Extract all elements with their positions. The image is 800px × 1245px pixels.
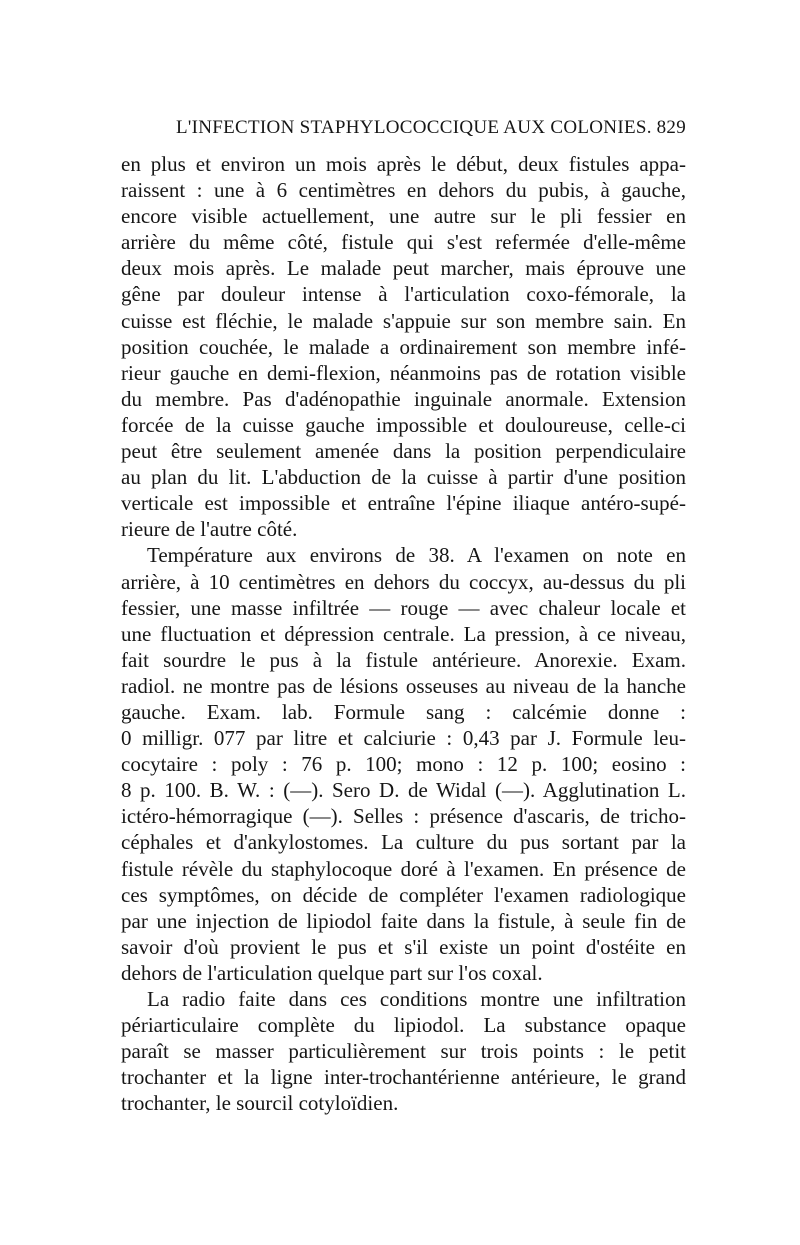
text-line: au plan du lit. L'abduction de la cuisse à partir d'une position	[121, 465, 686, 490]
running-title: L'INFECTION STAPHYLOCOCCIQUE AUX COLONIES.	[176, 117, 652, 138]
text-line: 0 milligr. 077 par litre et calciurie : 0,43 par J. Formule leu-	[121, 726, 686, 751]
text-line: fait sourdre le pus à la fistule antérieure. Anorexie. Exam.	[121, 647, 686, 672]
text-line: fessier, une masse infiltrée — rouge — avec chaleur locale et	[121, 595, 686, 620]
text-line: gauche. Exam. lab. Formule sang : calcémie donne :	[121, 699, 686, 724]
text-line: arrière, à 10 centimètres en dehors du coccyx, au-dessus du pli	[121, 569, 686, 594]
paragraph-3	[121, 986, 686, 1116]
text-line: dehors de l'articulation quelque part sur l'os coxal.	[121, 960, 543, 985]
text-line: trochanter, le sourcil cotyloïdien.	[121, 1091, 399, 1116]
text-line: rieure de l'autre côté.	[121, 517, 298, 542]
text-line: La radio faite dans ces conditions montre une infiltration	[147, 987, 686, 1011]
text-line: savoir d'où provient le pus et s'il existe un point d'ostéite en	[121, 934, 686, 959]
text-line: par une injection de lipiodol faite dans la fistule, à seule fin de	[121, 908, 686, 933]
text-line: position couchée, le malade a ordinairement son membre infé-	[121, 334, 686, 359]
text-line: une fluctuation et dépression centrale. La pression, à ce niveau,	[121, 621, 686, 646]
text-line: peut être seulement amenée dans la position perpendiculaire	[121, 439, 686, 464]
text-line: en plus et environ un mois après le début, deux fistules appa-	[121, 152, 686, 176]
text-line: gêne par douleur intense à l'articulation coxo-fémorale, la	[121, 282, 686, 307]
paragraph-1	[121, 151, 686, 542]
paragraph-2	[121, 542, 686, 986]
text-line: cocytaire : poly : 76 p. 100; mono : 12 p. 100; eosino :	[121, 752, 686, 777]
text-line: radiol. ne montre pas de lésions osseuses au niveau de la hanche	[121, 673, 686, 698]
text-line: paraît se masser particulièrement sur trois points : le petit	[121, 1039, 686, 1064]
text-line: fistule révèle du staphylocoque doré à l'examen. En présence de	[121, 856, 686, 881]
text-line: du membre. Pas d'adénopathie inguinale anormale. Extension	[121, 386, 686, 411]
text-line: verticale est impossible et entraîne l'épine iliaque antéro-supé-	[121, 491, 686, 516]
text-line: forcée de la cuisse gauche impossible et douloureuse, celle-ci	[121, 412, 686, 437]
text-line: céphales et d'ankylostomes. La culture du pus sortant par la	[121, 830, 686, 855]
text-line: encore visible actuellement, une autre sur le pli fessier en	[121, 204, 686, 229]
text-line: périarticulaire complète du lipiodol. La substance opaque	[121, 1013, 686, 1038]
text-line: Température aux environs de 38. A l'examen on note en	[147, 543, 686, 568]
text-line: trochanter et la ligne inter-trochantérienne antérieure, le grand	[121, 1065, 686, 1090]
text-line: 8 p. 100. B. W. : (—). Sero D. de Widal (—). Agglutination L.	[121, 778, 686, 803]
text-line: ces symptômes, on décide de compléter l'examen radiologique	[121, 882, 686, 907]
text-line: cuisse est fléchie, le malade s'appuie sur son membre sain. En	[121, 308, 686, 333]
running-header	[121, 117, 686, 143]
text-line: raissent : une à 6 centimètres en dehors du pubis, à gauche,	[121, 178, 686, 203]
page-number: 829	[656, 117, 686, 138]
text-line: rieur gauche en demi-flexion, néanmoins pas de rotation visible	[121, 360, 686, 385]
text-line: ictéro-hémorragique (—). Selles : présence d'ascaris, de tricho-	[121, 804, 686, 829]
body-text	[121, 151, 686, 1116]
text-line: arrière du même côté, fistule qui s'est refermée d'elle-même	[121, 230, 686, 255]
text-line: deux mois après. Le malade peut marcher, mais éprouve une	[121, 256, 686, 281]
